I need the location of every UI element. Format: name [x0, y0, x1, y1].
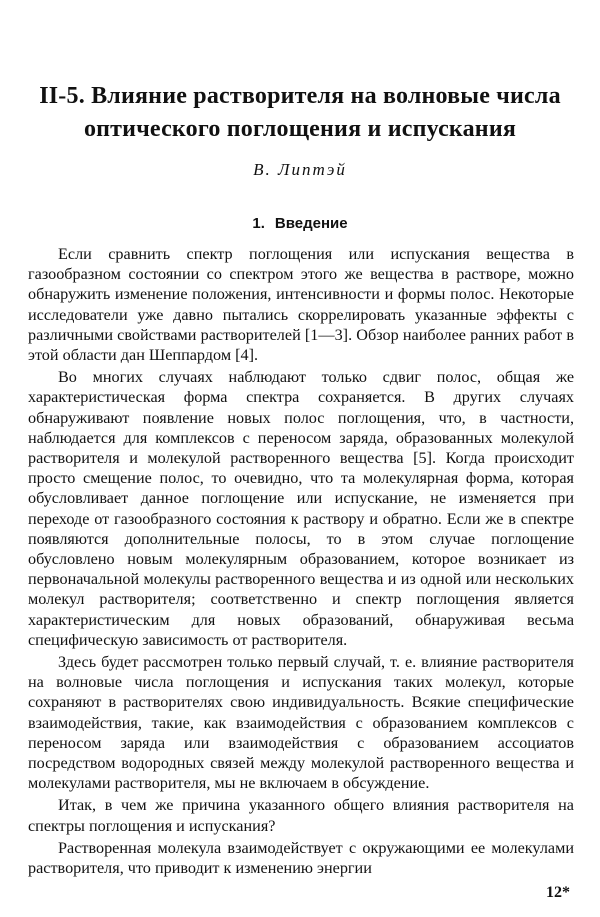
paragraph: Во многих случаях наблюдают только сдвиг полос, общая же характеристическая форма спектра сохраняется. В других случаях обнаруживают появление новых полос поглощения, что, в частности, наблюдается для комплексов с переносом заряда, образованных молекулой растворителя и молекулой растворенного вещества [5]. Когда происходит просто смещение полос, то очевидно, что та молекулярная форма, которая обусловливает данное поглощение или испускание, не изменяется при переходе от газообразного состояния к раствору и обратно. Если же в спектре появляются дополнительные полосы, то в этом случае поглощение обусловлено новым молекулярным образованием, которое возникает из первоначальной молекулы растворенного вещества и из одной или нескольких молекул растворителя; соответственно и спектр поглощения является характеристическим для новых образований, обнаруживая весьма специфическую зависимость от растворителя.: [28, 368, 574, 649]
section-heading: [0, 215, 600, 232]
paragraph: Если сравнить спектр поглощения или испускания вещества в газообразном состоянии со спектром этого же вещества в растворе, можно обнаружить изменение положения, интенсивности и формы полос. Некоторые исследователи уже давно пытались скоррелировать указанные эффекты с различными свойствами растворителей [1—3]. Обзор наиболее ранних работ в этой области дан Шеппардом [4].: [28, 245, 574, 365]
paragraph: Здесь будет рассмотрен только первый случай, т. е. влияние растворителя на волновые числа поглощения и испускания таких молекул, которые сохраняют в растворителях свою индивидуальность. Всякие специфические взаимодействия, такие, как взаимодействия с образованием комплексов с переносом заряда или взаимодействия с образованием ассоциатов посредством водородных связей между молекулой растворенного вещества и молекулами растворителя, мы не включаем в обсуждение.: [28, 653, 574, 793]
section-number: 1.: [252, 215, 265, 232]
section-title: Введение: [274, 215, 348, 232]
body-text: [28, 244, 574, 880]
paragraph: Итак, в чем же причина указанного общего влияния растворителя на спектры поглощения и испускания?: [28, 796, 574, 835]
page-number: 12*: [546, 884, 570, 901]
article-title: II-5. Влияние растворителя на волновые числа оптического поглощения и испускания: [39, 83, 561, 142]
article-author: В. Липтэй: [253, 160, 347, 179]
paragraph: Растворенная молекула взаимодействует с окружающими ее молекулами растворителя, что приводит к изменению энергии: [28, 838, 574, 878]
